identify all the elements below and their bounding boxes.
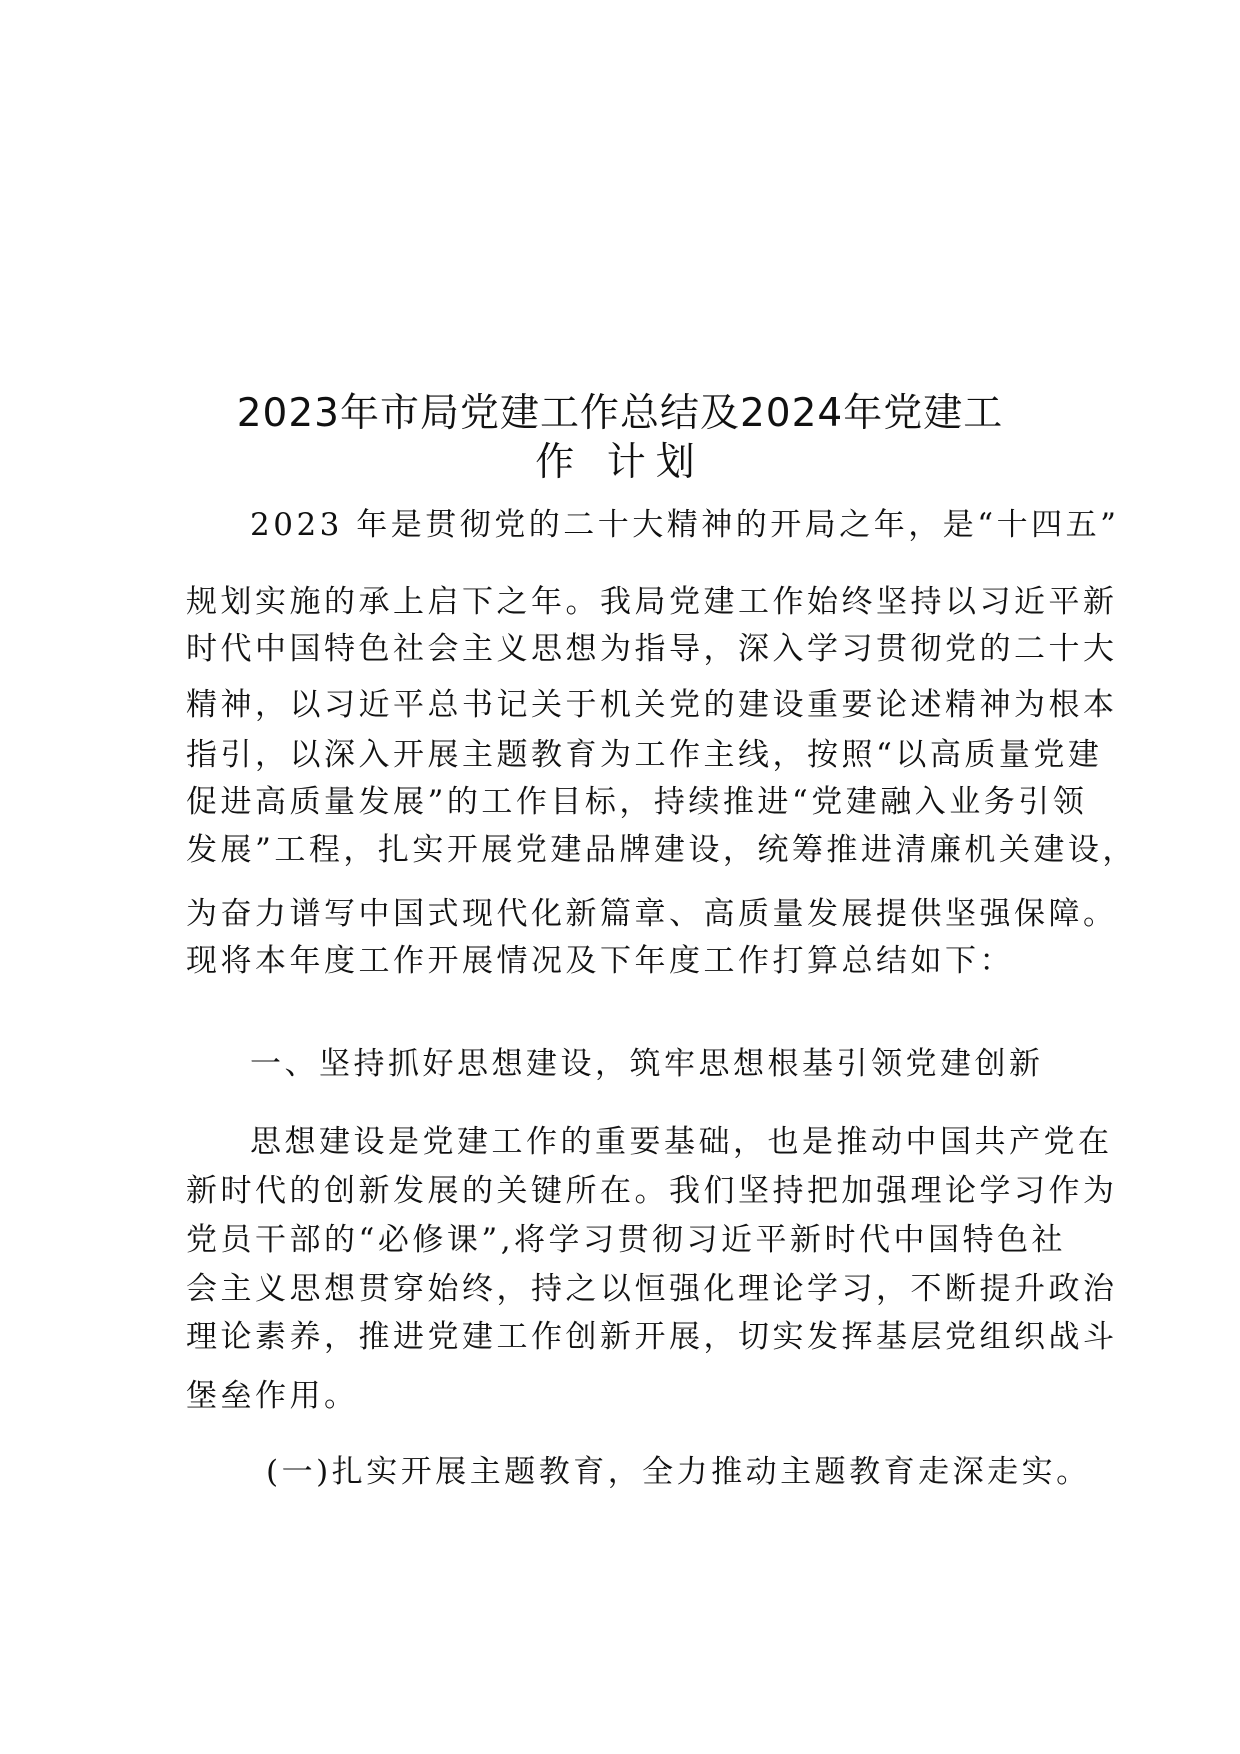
section-paragraph-line: 党员干部的“必修课”,将学习贯彻习近平新时代中国特色社 [186,1222,1067,1258]
section-paragraph-line: 堡垒作用。 [186,1378,359,1414]
intro-paragraph-line: 时代中国特色社会主义思想为指导，深入学习贯彻党的二十大 [186,631,1118,667]
intro-paragraph-line: 发展”工程，扎实开展党建品牌建设，统筹推进清廉机关建设， [186,832,1137,868]
section-paragraph-line: 新时代的创新发展的关键所在。我们坚持把加强理论学习作为 [186,1173,1118,1209]
intro-paragraph-line: 现将本年度工作开展情况及下年度工作打算总结如下： [186,943,1014,979]
section-paragraph-line: 思想建设是党建工作的重要基础，也是推动中国共产党在 [250,1124,1113,1160]
subsection-heading: (一)扎实开展主题教育，全力推动主题教育走深走实。 [266,1454,1091,1490]
intro-paragraph-line: 指引，以深入开展主题教育为工作主线，按照“以高质量党建 [186,737,1103,773]
intro-paragraph-line: 2023 年是贯彻党的二十大精神的开局之年，是“十四五” [250,507,1120,543]
section-paragraph-line: 会主义思想贯穿始终，持之以恒强化理论学习，不断提升政治 [186,1271,1118,1307]
document-title-line-1: 2023年市局党建工作总结及2024年党建工 [236,391,1004,436]
section-paragraph-line: 理论素养，推进党建工作创新开展，切实发挥基层党组织战斗 [186,1319,1118,1355]
intro-paragraph-line: 规划实施的承上启下之年。我局党建工作始终坚持以习近平新 [186,584,1118,620]
section-heading: 一、坚持抓好思想建设，筑牢思想根基引领党建创新 [250,1046,1044,1082]
intro-paragraph-line: 精神，以习近平总书记关于机关党的建设重要论述精神为根本 [186,687,1118,723]
intro-paragraph-line: 促进高质量发展”的工作目标，持续推进“党建融入业务引领 [186,784,1088,820]
document-title-line-2: 作 计划 [535,440,705,485]
intro-paragraph-line: 为奋力谱写中国式现代化新篇章、高质量发展提供坚强保障。 [186,896,1118,932]
